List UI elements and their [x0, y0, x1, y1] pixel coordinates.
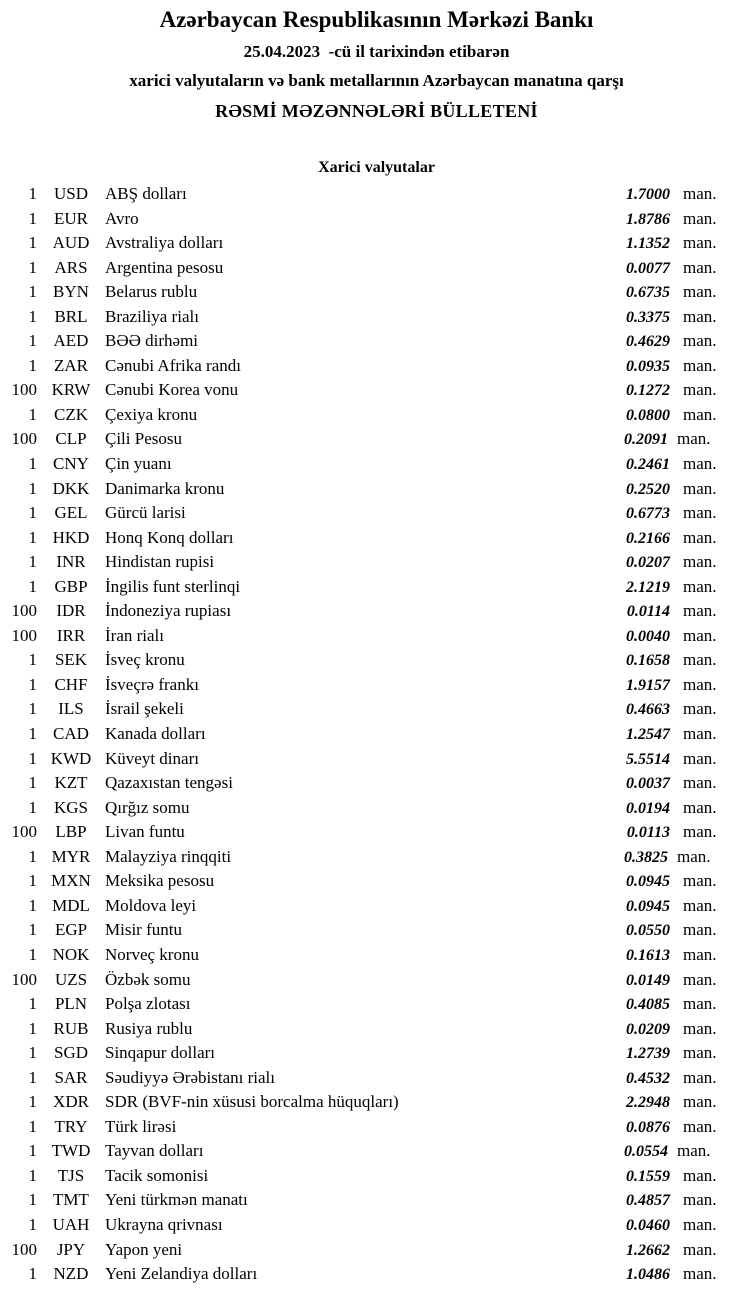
currency-rate: 0.1559: [626, 1167, 670, 1185]
currency-code: DKK: [52, 478, 90, 498]
currency-unit-label: man.: [683, 576, 717, 596]
currency-row: [0, 405, 727, 430]
currency-row: [0, 1117, 727, 1142]
currency-code: IDR: [56, 601, 86, 621]
currency-name: Misir funtu: [105, 920, 182, 940]
currency-unit-label: man.: [683, 331, 717, 351]
currency-row: [0, 1166, 727, 1191]
currency-unit-label: man.: [683, 674, 717, 694]
currency-row: [0, 724, 727, 749]
currency-unit-label: man.: [683, 773, 717, 793]
currency-row: [0, 675, 727, 700]
currency-row: [0, 1141, 727, 1166]
currency-code: PLN: [54, 994, 88, 1014]
currency-code: NOK: [52, 944, 90, 964]
currency-name: İsrail şekeli: [105, 699, 184, 719]
currency-code: EGP: [54, 920, 88, 940]
currency-unit-label: man.: [683, 478, 717, 498]
document-header: [0, 0, 753, 122]
currency-unit-label: man.: [683, 601, 717, 621]
currency-code: USD: [53, 184, 88, 203]
currency-rate: 0.0460: [626, 1216, 670, 1234]
currency-rate: 1.2662: [626, 1241, 670, 1259]
currency-rate: 0.2091: [624, 431, 668, 449]
currency-rate-table: [0, 184, 727, 1289]
currency-unit-label: man.: [683, 994, 717, 1014]
currency-name: Honq Konq dolları: [105, 527, 234, 547]
currency-code: AUD: [52, 233, 90, 253]
currency-rate: 0.0040: [626, 627, 670, 645]
currency-row: [0, 1215, 727, 1240]
currency-name: Moldova leyi: [105, 895, 197, 915]
currency-rate: 0.2520: [626, 480, 670, 498]
currency-unit-label: man.: [683, 944, 717, 964]
currency-row: [0, 626, 727, 651]
currency-rate: 0.2461: [626, 456, 670, 474]
currency-unit-label: man.: [683, 1264, 717, 1284]
currency-rate: 0.3825: [624, 848, 668, 866]
currency-row: [0, 699, 727, 724]
currency-quantity: 1: [28, 233, 37, 253]
currency-code: SGD: [53, 1043, 88, 1063]
currency-code: GEL: [54, 503, 88, 523]
currency-row: [0, 798, 727, 823]
currency-unit-label: man.: [683, 454, 717, 474]
currency-row: [0, 1019, 727, 1044]
currency-unit-label: man.: [683, 355, 717, 375]
currency-name: Cənubi Afrika randı: [105, 355, 241, 375]
currency-name: Avstraliya dolları: [105, 233, 224, 253]
currency-name: Səudiyyə Ərəbistanı rialı: [105, 1067, 275, 1087]
currency-code: CZK: [54, 404, 88, 424]
currency-unit-label: man.: [683, 1067, 717, 1087]
currency-quantity: 1: [28, 503, 37, 523]
currency-quantity: 1: [28, 331, 37, 351]
currency-unit-label: man.: [683, 282, 717, 302]
currency-name: Çexiya kronu: [105, 404, 198, 424]
currency-unit-label: man.: [683, 1116, 717, 1136]
currency-unit-label: man.: [683, 306, 717, 326]
currency-quantity: 1: [28, 1043, 37, 1063]
currency-name: SDR (BVF-nin xüsusi borcalma hüquqları): [105, 1092, 399, 1112]
currency-quantity: 100: [11, 822, 37, 842]
currency-name: Belarus rublu: [105, 282, 198, 302]
currency-quantity: 100: [11, 625, 37, 645]
currency-unit-label: man.: [683, 699, 717, 719]
currency-rate: 1.2739: [626, 1045, 670, 1063]
currency-unit-label: man.: [683, 650, 717, 670]
currency-quantity: 1: [28, 773, 37, 793]
currency-row: [0, 528, 727, 553]
currency-unit-label: man.: [683, 969, 717, 989]
currency-row: [0, 429, 727, 454]
currency-quantity: 1: [28, 184, 37, 203]
section-title-foreign-currencies: Xarici valyutalar: [318, 159, 435, 176]
currency-code: AED: [53, 331, 89, 351]
currency-quantity: 1: [28, 1092, 37, 1112]
currency-code: CAD: [53, 724, 89, 744]
currency-rate: 0.0876: [626, 1118, 670, 1136]
currency-quantity: 1: [28, 944, 37, 964]
currency-name: Livan funtu: [105, 822, 185, 842]
currency-quantity: 1: [28, 1214, 37, 1234]
currency-code: KWD: [50, 748, 92, 768]
currency-rate: 2.1219: [626, 578, 670, 596]
currency-rate: 1.8786: [626, 210, 670, 228]
currency-code: CHF: [54, 674, 88, 694]
currency-name: İsveçrə frankı: [105, 674, 199, 694]
currency-code: MXN: [51, 871, 91, 891]
currency-rate: 0.0114: [626, 603, 670, 621]
currency-unit-label: man.: [683, 871, 717, 891]
currency-unit-label: man.: [683, 1165, 717, 1185]
currency-unit-label: man.: [683, 208, 717, 228]
currency-row: [0, 650, 727, 675]
currency-row: [0, 209, 727, 234]
currency-code: UAH: [52, 1214, 90, 1234]
currency-quantity: 1: [28, 674, 37, 694]
currency-name: Braziliya rialı: [105, 306, 199, 326]
currency-quantity: 1: [28, 1141, 37, 1161]
currency-quantity: 1: [28, 454, 37, 474]
currency-row: [0, 1190, 727, 1215]
currency-code: MDL: [52, 895, 90, 915]
currency-code: ZAR: [54, 355, 88, 375]
currency-quantity: 1: [28, 1190, 37, 1210]
currency-rate: 0.0554: [624, 1143, 668, 1161]
currency-quantity: 1: [28, 724, 37, 744]
currency-name: Yeni türkmən manatı: [105, 1190, 248, 1210]
currency-name: Tayvan dolları: [105, 1141, 204, 1161]
currency-row: [0, 1264, 727, 1289]
currency-rate: 1.7000: [626, 186, 670, 203]
currency-code: KRW: [51, 380, 91, 400]
currency-name: Qırğız somu: [105, 797, 190, 817]
currency-quantity: 100: [11, 380, 37, 400]
currency-unit-label: man.: [683, 503, 717, 523]
currency-quantity: 1: [28, 552, 37, 572]
currency-name: Polşa zlotası: [105, 994, 191, 1014]
bulletin-subtitle: xarici valyutaların və bank metallarının Azərbaycan manatına qarşı: [129, 71, 624, 90]
currency-row: [0, 1240, 727, 1265]
currency-unit-label: man.: [683, 233, 717, 253]
currency-name: Avro: [105, 208, 139, 228]
currency-quantity: 100: [11, 1239, 37, 1259]
currency-rate: 0.2166: [626, 529, 670, 547]
currency-row: [0, 896, 727, 921]
currency-name: Gürcü larisi: [105, 503, 186, 523]
currency-code: ARS: [54, 257, 88, 277]
bulletin-title: RƏSMİ MƏZƏNNƏLƏRİ BÜLLETENİ: [215, 101, 538, 121]
currency-unit-label: man.: [683, 748, 717, 768]
currency-code: SAR: [54, 1067, 88, 1087]
currency-quantity: 1: [28, 1116, 37, 1136]
currency-rate: 0.3375: [626, 308, 670, 326]
currency-name: İsveç kronu: [105, 650, 185, 670]
currency-row: [0, 184, 727, 209]
currency-quantity: 1: [28, 1018, 37, 1038]
currency-code: TRY: [54, 1116, 88, 1136]
currency-row: [0, 1043, 727, 1068]
currency-quantity: 1: [28, 404, 37, 424]
currency-code: IRR: [56, 625, 86, 645]
currency-unit-label: man.: [683, 1092, 717, 1112]
currency-quantity: 1: [28, 306, 37, 326]
currency-name: Qazaxıstan tengəsi: [105, 773, 233, 793]
currency-name: Cənubi Korea vonu: [105, 380, 239, 400]
currency-quantity: 1: [28, 895, 37, 915]
currency-row: [0, 773, 727, 798]
currency-rate: 0.4532: [626, 1069, 670, 1087]
currency-row: [0, 356, 727, 381]
currency-row: [0, 847, 727, 872]
currency-code: TWD: [51, 1141, 91, 1161]
currency-unit-label: man.: [683, 380, 717, 400]
currency-rate: 0.1613: [626, 946, 670, 964]
currency-rate: 0.0935: [626, 357, 670, 375]
currency-name: İngilis funt sterlinqi: [105, 576, 241, 596]
currency-row: [0, 994, 727, 1019]
currency-unit-label: man.: [683, 797, 717, 817]
currency-quantity: 1: [28, 797, 37, 817]
currency-name: İran rialı: [105, 625, 164, 645]
currency-name: Rusiya rublu: [105, 1018, 193, 1038]
currency-quantity: 100: [11, 429, 37, 449]
currency-quantity: 1: [28, 527, 37, 547]
currency-name: Danimarka kronu: [105, 478, 225, 498]
currency-name: Türk lirəsi: [105, 1116, 177, 1136]
currency-rate: 2.2948: [626, 1094, 670, 1112]
currency-unit-label: man.: [683, 552, 717, 572]
currency-name: Özbək somu: [105, 969, 191, 989]
currency-rate: 0.0149: [626, 971, 670, 989]
currency-row: [0, 307, 727, 332]
currency-unit-label: man.: [677, 846, 711, 866]
currency-unit-label: man.: [683, 625, 717, 645]
currency-unit-label: man.: [683, 404, 717, 424]
currency-quantity: 1: [28, 208, 37, 228]
currency-rate: 1.0486: [626, 1266, 670, 1284]
currency-name: Kanada dolları: [105, 724, 206, 744]
currency-quantity: 1: [28, 282, 37, 302]
currency-rate: 5.5514: [626, 750, 670, 768]
currency-quantity: 1: [28, 846, 37, 866]
currency-row: [0, 749, 727, 774]
currency-code: MYR: [51, 846, 91, 866]
currency-row: [0, 552, 727, 577]
currency-unit-label: man.: [677, 429, 711, 449]
currency-rate: 0.0945: [626, 897, 670, 915]
currency-name: Çin yuanı: [105, 454, 172, 474]
currency-rate: 1.9157: [626, 676, 670, 694]
currency-row: [0, 871, 727, 896]
currency-rate: 0.4663: [626, 701, 670, 719]
currency-rate: 0.4857: [626, 1192, 670, 1210]
currency-rate: 0.6735: [626, 284, 670, 302]
currency-quantity: 100: [11, 601, 37, 621]
currency-code: JPY: [56, 1239, 86, 1259]
currency-row: [0, 822, 727, 847]
currency-quantity: 100: [11, 969, 37, 989]
currency-name: İndoneziya rupiası: [105, 601, 232, 621]
currency-rate: 0.0550: [626, 922, 670, 940]
currency-unit-label: man.: [683, 920, 717, 940]
currency-row: [0, 380, 727, 405]
currency-unit-label: man.: [683, 724, 717, 744]
currency-name: Meksika pesosu: [105, 871, 215, 891]
currency-name: Çili Pesosu: [105, 429, 182, 449]
currency-code: TJS: [57, 1165, 85, 1185]
currency-name: Argentina pesosu: [105, 257, 224, 277]
currency-unit-label: man.: [683, 895, 717, 915]
currency-row: [0, 1092, 727, 1117]
bank-name-title: Azərbaycan Respublikasının Mərkəzi Bankı: [159, 7, 594, 32]
currency-quantity: 1: [28, 748, 37, 768]
currency-unit-label: man.: [683, 1190, 717, 1210]
currency-name: Ukrayna qrivnası: [105, 1214, 223, 1234]
effective-date-line: 25.04.2023 -cü il tarixindən etibarən: [243, 42, 510, 61]
currency-code: TMT: [53, 1190, 89, 1210]
currency-name: Norveç kronu: [105, 944, 199, 964]
currency-name: Küveyt dinarı: [105, 748, 199, 768]
currency-code: XDR: [53, 1092, 89, 1112]
currency-code: BYN: [53, 282, 89, 302]
currency-code: CNY: [53, 454, 89, 474]
currency-quantity: 1: [28, 1264, 37, 1284]
currency-row: [0, 945, 727, 970]
currency-code: NZD: [53, 1264, 89, 1284]
currency-code: BRL: [54, 306, 88, 326]
currency-unit-label: man.: [683, 1043, 717, 1063]
currency-unit-label: man.: [683, 1214, 717, 1234]
currency-row: [0, 331, 727, 356]
currency-rate: 0.0945: [626, 873, 670, 891]
currency-name: BƏƏ dirhəmi: [105, 331, 199, 351]
currency-rate: 0.4085: [626, 996, 670, 1014]
currency-unit-label: man.: [683, 257, 717, 277]
currency-quantity: 1: [28, 871, 37, 891]
currency-row: [0, 503, 727, 528]
currency-quantity: 1: [28, 576, 37, 596]
currency-code: UZS: [54, 969, 88, 989]
currency-unit-label: man.: [683, 527, 717, 547]
currency-row: [0, 454, 727, 479]
currency-row: [0, 970, 727, 995]
currency-code: HKD: [52, 527, 90, 547]
currency-rate: 1.2547: [626, 726, 670, 744]
currency-rate: 0.6773: [626, 505, 670, 523]
currency-rate: 0.0209: [626, 1020, 670, 1038]
currency-rate: 0.0800: [626, 406, 670, 424]
currency-quantity: 1: [28, 994, 37, 1014]
currency-code: KZT: [54, 773, 88, 793]
currency-row: [0, 920, 727, 945]
currency-rate: 1.1352: [626, 235, 670, 253]
currency-rate: 0.0077: [626, 259, 670, 277]
currency-rate: 0.0037: [626, 775, 670, 793]
currency-row: [0, 233, 727, 258]
currency-rate: 0.1658: [626, 652, 670, 670]
currency-row: [0, 282, 727, 307]
currency-code: ILS: [58, 699, 84, 719]
currency-name: Malayziya rinqqiti: [105, 846, 232, 866]
currency-unit-label: man.: [683, 822, 717, 842]
currency-quantity: 1: [28, 650, 37, 670]
currency-name: ABŞ dolları: [105, 184, 187, 203]
currency-rate: 0.0113: [626, 824, 670, 842]
currency-rate: 0.0194: [626, 799, 670, 817]
currency-row: [0, 601, 727, 626]
currency-rate: 0.4629: [626, 333, 670, 351]
currency-code: KGS: [53, 797, 88, 817]
currency-code: RUB: [53, 1018, 89, 1038]
currency-rate: 0.0207: [626, 554, 670, 572]
currency-quantity: 1: [28, 355, 37, 375]
currency-code: CLP: [55, 429, 87, 449]
currency-name: Yapon yeni: [105, 1239, 183, 1259]
currency-rate: 0.1272: [626, 382, 670, 400]
currency-quantity: 1: [28, 920, 37, 940]
currency-unit-label: man.: [683, 184, 717, 203]
currency-row: [0, 479, 727, 504]
currency-quantity: 1: [28, 478, 37, 498]
currency-unit-label: man.: [677, 1141, 711, 1161]
currency-name: Tacik somonisi: [105, 1165, 209, 1185]
currency-code: GBP: [54, 576, 88, 596]
currency-row: [0, 1068, 727, 1093]
currency-row: [0, 577, 727, 602]
currency-quantity: 1: [28, 1067, 37, 1087]
currency-name: Yeni Zelandiya dolları: [105, 1264, 258, 1284]
currency-unit-label: man.: [683, 1018, 717, 1038]
currency-quantity: 1: [28, 257, 37, 277]
currency-name: Hindistan rupisi: [105, 552, 215, 572]
currency-name: Sinqapur dolları: [105, 1043, 216, 1063]
currency-unit-label: man.: [683, 1239, 717, 1259]
currency-code: INR: [56, 552, 86, 572]
currency-quantity: 1: [28, 699, 37, 719]
currency-quantity: 1: [28, 1165, 37, 1185]
currency-code: EUR: [54, 208, 88, 228]
currency-row: [0, 258, 727, 283]
currency-code: LBP: [55, 822, 87, 842]
currency-code: SEK: [54, 650, 88, 670]
